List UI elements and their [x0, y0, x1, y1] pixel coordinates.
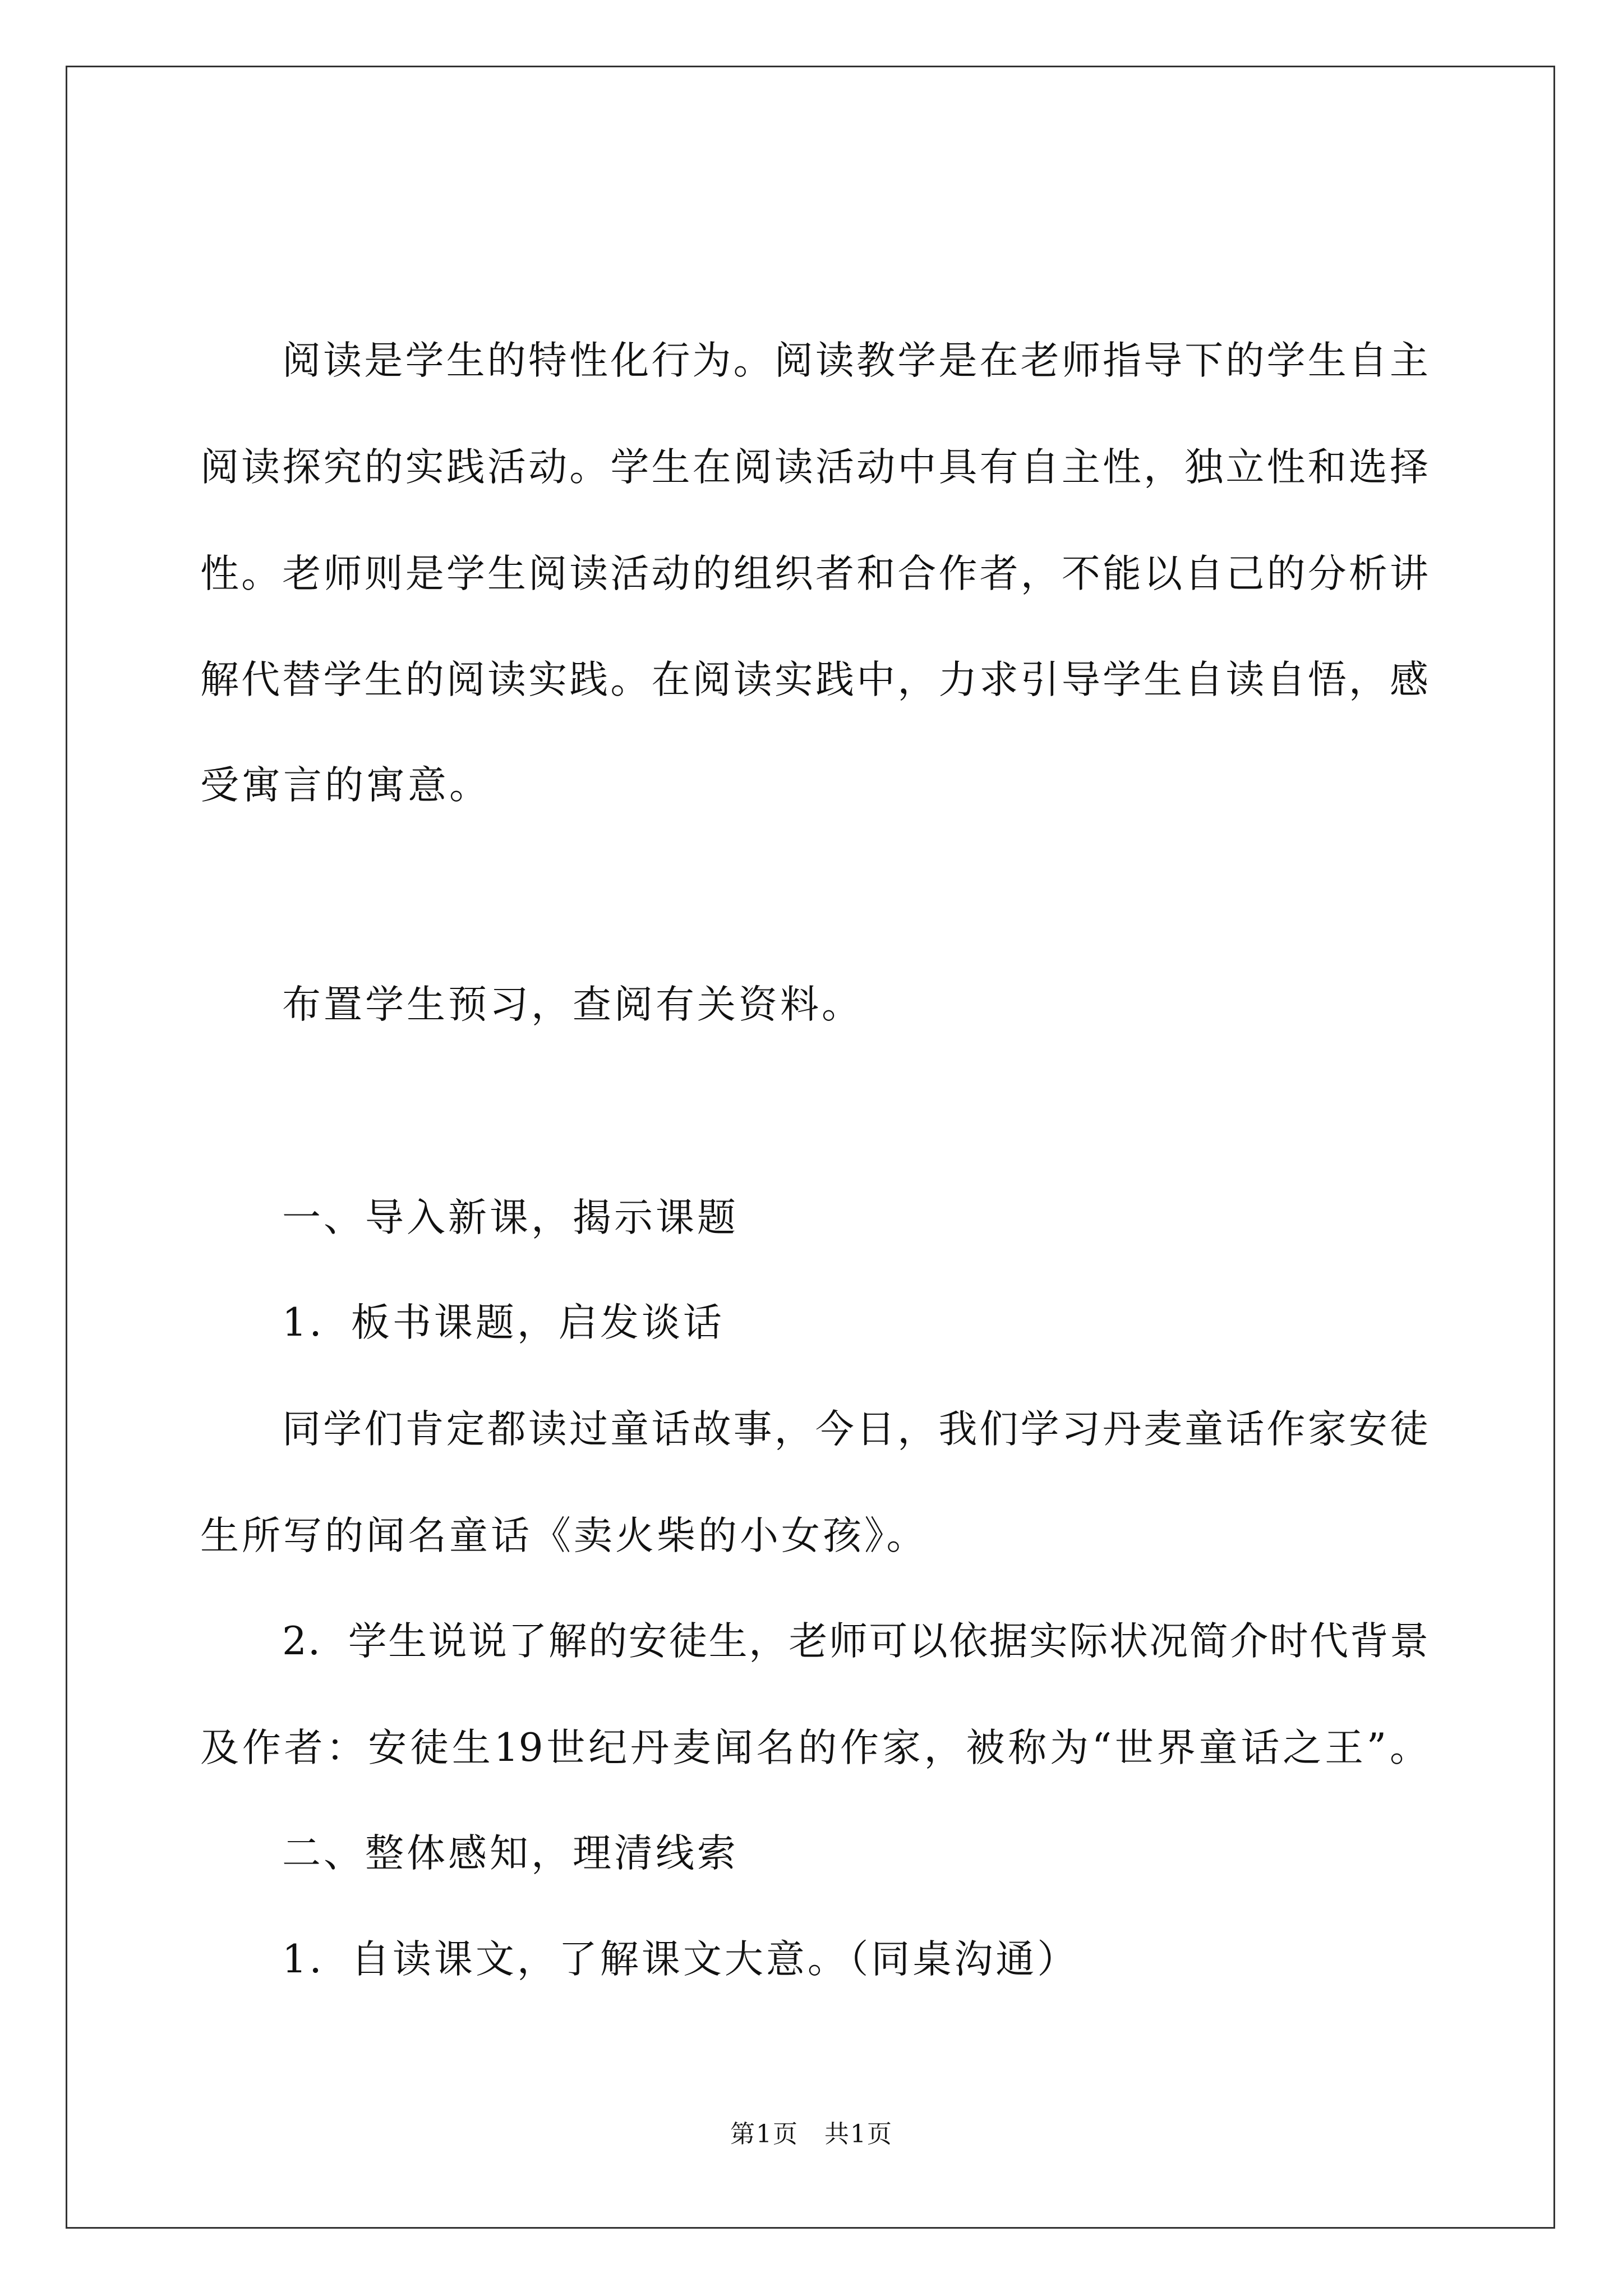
section-two-item-1: 1．自读课文，了解课文大意。（同桌沟通） — [282, 1937, 1079, 1982]
page-footer: 第1页 共1页 — [730, 2120, 893, 2148]
paragraph-2-line-1: 布置学生预习，查阅有关资料。 — [282, 982, 863, 1027]
paragraph-1-line-1: 阅读是学生的特性化行为。阅读教学是在老师指导下的学生自主 — [282, 338, 1428, 383]
section-two-heading: 二、整体感知，理清线索 — [282, 1831, 739, 1876]
section-one-heading: 一、导入新课，揭示课题 — [282, 1195, 739, 1240]
paragraph-6-line-1: 2．学生说说了解的安徒生，老师可以依据实际状况简介时代背景 — [282, 1619, 1428, 1664]
paragraph-6-line-2: 及作者：安徒生19世纪丹麦闻名的作家，被称为“世界童话之王”。 — [200, 1726, 1428, 1770]
paragraph-1-line-5: 受寓言的寓意。 — [200, 763, 491, 808]
paragraph-5-line-1: 同学们肯定都读过童话故事，今日，我们学习丹麦童话作家安徒 — [282, 1407, 1428, 1452]
paragraph-1-line-3: 性。老师则是学生阅读活动的组织者和合作者，不能以自己的分析讲 — [200, 551, 1428, 596]
page-border — [66, 66, 1555, 2229]
paragraph-1-line-2: 阅读探究的实践活动。学生在阅读活动中具有自主性，独立性和选择 — [200, 445, 1428, 490]
paragraph-5-line-2: 生所写的闻名童话《卖火柴的小女孩》。 — [200, 1513, 928, 1558]
item-1-heading: 1．板书课题，启发谈话 — [282, 1300, 725, 1345]
paragraph-1-line-4: 解代替学生的阅读实践。在阅读实践中，力求引导学生自读自悟，感 — [200, 657, 1428, 702]
